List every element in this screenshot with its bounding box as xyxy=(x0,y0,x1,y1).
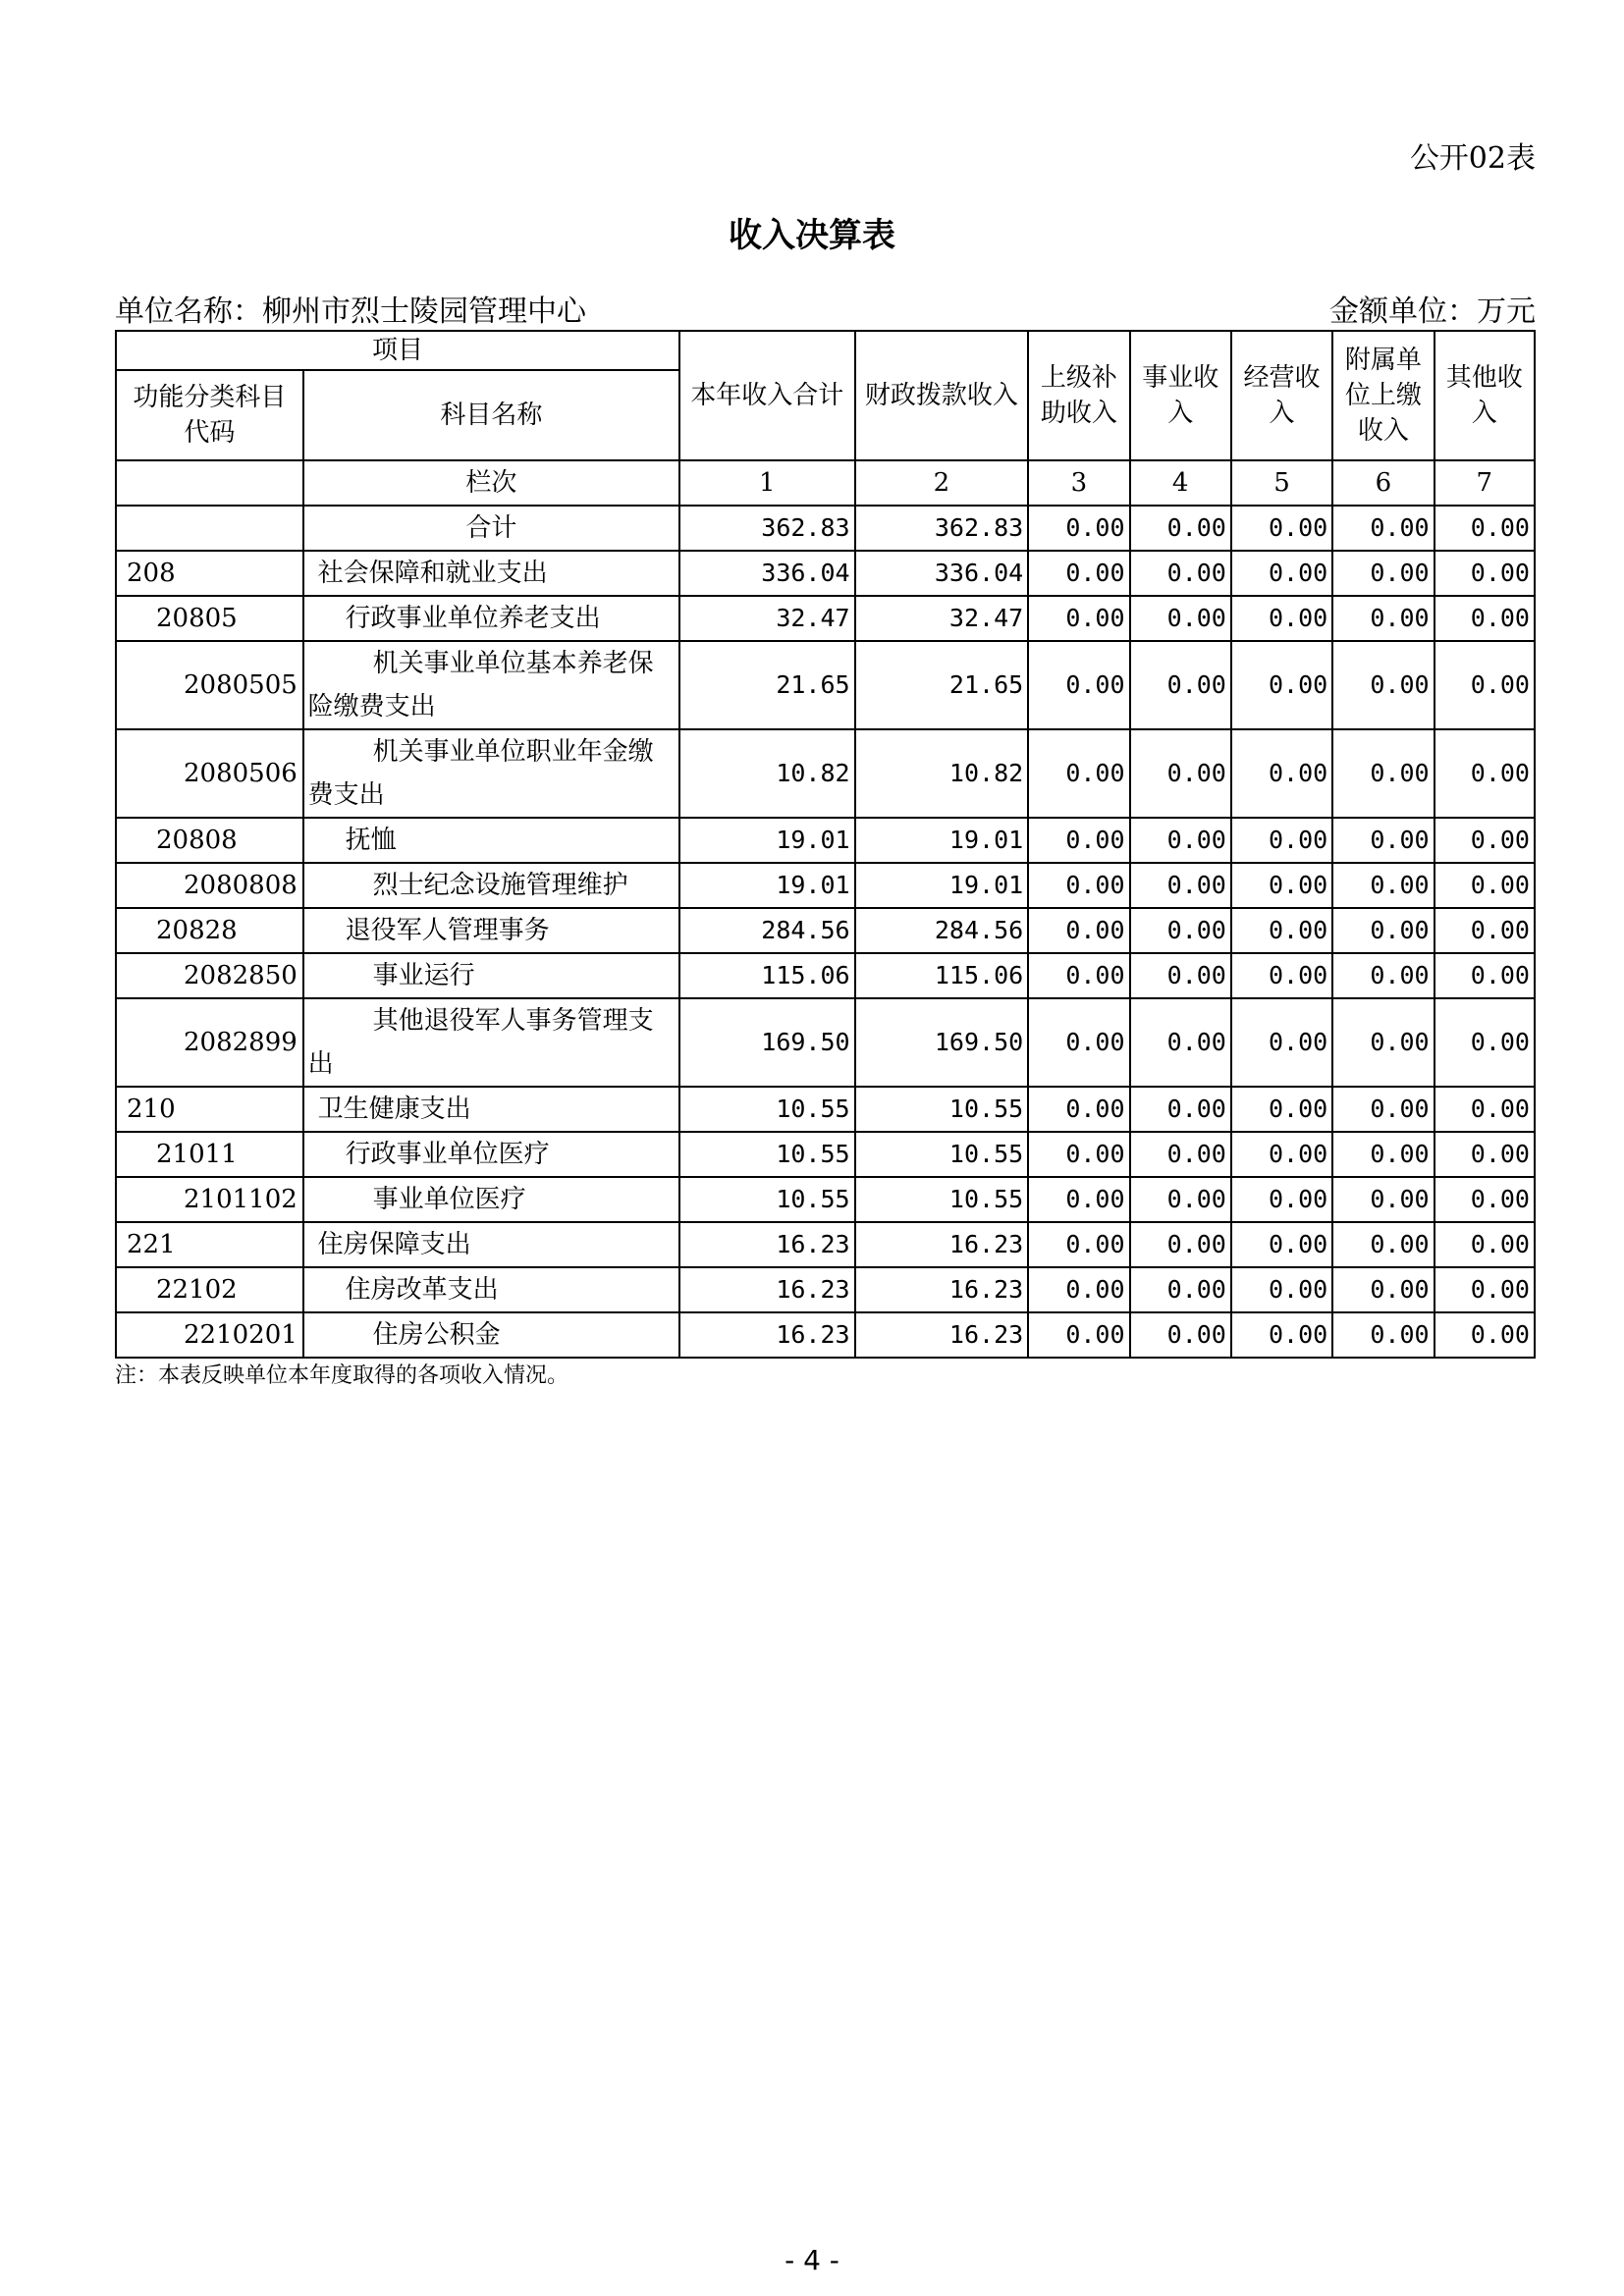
amount-cell: 0.00 xyxy=(1435,818,1535,863)
amount-cell: 10.55 xyxy=(855,1177,1029,1222)
column-index-label: 栏次 xyxy=(303,460,679,506)
header-upper-subsidy: 上级补助收入 xyxy=(1028,331,1129,460)
header-business: 事业收入 xyxy=(1130,331,1231,460)
amount-cell: 0.00 xyxy=(1332,1267,1434,1312)
table-row xyxy=(116,1222,1535,1267)
amount-cell: 0.00 xyxy=(1231,1312,1332,1358)
amount-cell: 0.00 xyxy=(1435,1222,1535,1267)
form-code: 公开02表 xyxy=(1409,141,1536,176)
subject-name-cell: 住房公积金 xyxy=(303,1312,679,1358)
func-code-cell: 2080505 xyxy=(116,641,303,729)
header-total-income: 本年收入合计 xyxy=(679,331,855,460)
amount-cell: 0.00 xyxy=(1435,1312,1535,1358)
amount-cell: 336.04 xyxy=(855,551,1029,596)
amount-cell: 0.00 xyxy=(1130,908,1231,953)
amount-cell: 0.00 xyxy=(1130,641,1231,729)
table-row xyxy=(116,1087,1535,1132)
amount-cell: 0.00 xyxy=(1231,1132,1332,1177)
func-code-cell: 2080506 xyxy=(116,729,303,818)
amount-cell: 16.23 xyxy=(855,1267,1029,1312)
amount-cell: 0.00 xyxy=(1028,1132,1129,1177)
amount-cell: 0.00 xyxy=(1435,1267,1535,1312)
total-value: 362.83 xyxy=(855,506,1029,551)
amount-cell: 115.06 xyxy=(679,953,855,998)
header-subject-name: 科目名称 xyxy=(303,370,679,460)
amount-cell: 0.00 xyxy=(1028,1267,1129,1312)
header-affiliated: 附属单位上缴收入 xyxy=(1332,331,1434,460)
func-code-cell: 210 xyxy=(116,1087,303,1132)
amount-cell: 0.00 xyxy=(1231,998,1332,1087)
amount-cell: 0.00 xyxy=(1332,729,1434,818)
income-table xyxy=(115,330,1536,1359)
column-index: 3 xyxy=(1028,460,1129,506)
amount-cell: 169.50 xyxy=(679,998,855,1087)
amount-cell: 0.00 xyxy=(1130,1132,1231,1177)
amount-cell: 0.00 xyxy=(1435,1087,1535,1132)
page-number: - 4 - xyxy=(785,2244,839,2276)
amount-cell: 0.00 xyxy=(1231,1267,1332,1312)
amount-cell: 21.65 xyxy=(679,641,855,729)
amount-cell: 0.00 xyxy=(1231,818,1332,863)
amount-cell: 0.00 xyxy=(1130,1267,1231,1312)
total-value: 0.00 xyxy=(1332,506,1434,551)
amount-cell: 0.00 xyxy=(1435,729,1535,818)
subject-name-cell: 机关事业单位基本养老保险缴费支出 xyxy=(303,641,679,729)
amount-cell: 0.00 xyxy=(1332,818,1434,863)
amount-cell: 0.00 xyxy=(1332,863,1434,908)
subject-name-cell: 机关事业单位职业年金缴费支出 xyxy=(303,729,679,818)
amount-cell: 10.55 xyxy=(679,1132,855,1177)
amount-cell: 16.23 xyxy=(855,1222,1029,1267)
amount-cell: 21.65 xyxy=(855,641,1029,729)
amount-cell: 0.00 xyxy=(1028,1087,1129,1132)
amount-cell: 0.00 xyxy=(1231,953,1332,998)
func-code-cell: 2101102 xyxy=(116,1177,303,1222)
amount-cell: 0.00 xyxy=(1130,1312,1231,1358)
amount-cell: 0.00 xyxy=(1231,863,1332,908)
subject-name-cell: 行政事业单位医疗 xyxy=(303,1132,679,1177)
table-row xyxy=(116,1267,1535,1312)
table-row xyxy=(116,998,1535,1087)
amount-cell: 19.01 xyxy=(679,818,855,863)
amount-cell: 0.00 xyxy=(1332,1312,1434,1358)
amount-cell: 0.00 xyxy=(1028,998,1129,1087)
subject-name-cell: 住房改革支出 xyxy=(303,1267,679,1312)
column-index: 7 xyxy=(1435,460,1535,506)
subject-name-cell: 事业单位医疗 xyxy=(303,1177,679,1222)
table-row xyxy=(116,1132,1535,1177)
amount-cell: 0.00 xyxy=(1332,596,1434,641)
amount-cell: 19.01 xyxy=(679,863,855,908)
amount-cell: 0.00 xyxy=(1028,729,1129,818)
amount-cell: 32.47 xyxy=(855,596,1029,641)
subject-name-cell: 退役军人管理事务 xyxy=(303,908,679,953)
amount-cell: 0.00 xyxy=(1130,1177,1231,1222)
amount-cell: 0.00 xyxy=(1435,1132,1535,1177)
amount-cell: 19.01 xyxy=(855,818,1029,863)
amount-cell: 10.55 xyxy=(855,1087,1029,1132)
amount-cell: 10.55 xyxy=(855,1132,1029,1177)
amount-cell: 0.00 xyxy=(1028,1177,1129,1222)
amount-cell: 0.00 xyxy=(1028,596,1129,641)
amount-cell: 284.56 xyxy=(855,908,1029,953)
amount-cell: 0.00 xyxy=(1130,729,1231,818)
table-row xyxy=(116,729,1535,818)
amount-cell: 0.00 xyxy=(1435,551,1535,596)
func-code-cell: 20805 xyxy=(116,596,303,641)
amount-unit: 金额单位：万元 xyxy=(1329,294,1536,329)
table-row xyxy=(116,596,1535,641)
amount-cell: 0.00 xyxy=(1130,1087,1231,1132)
table-row xyxy=(116,953,1535,998)
amount-cell: 0.00 xyxy=(1231,551,1332,596)
amount-cell: 115.06 xyxy=(855,953,1029,998)
column-index: 5 xyxy=(1231,460,1332,506)
amount-cell: 16.23 xyxy=(679,1312,855,1358)
amount-cell: 32.47 xyxy=(679,596,855,641)
subject-name-cell: 抚恤 xyxy=(303,818,679,863)
amount-cell: 0.00 xyxy=(1231,641,1332,729)
total-value: 0.00 xyxy=(1130,506,1231,551)
amount-cell: 0.00 xyxy=(1028,551,1129,596)
total-row xyxy=(116,506,1535,551)
amount-cell: 0.00 xyxy=(1435,908,1535,953)
amount-cell: 0.00 xyxy=(1332,551,1434,596)
total-value: 0.00 xyxy=(1028,506,1129,551)
subject-name-cell: 住房保障支出 xyxy=(303,1222,679,1267)
amount-cell: 0.00 xyxy=(1332,641,1434,729)
subject-name-cell: 卫生健康支出 xyxy=(303,1087,679,1132)
amount-cell: 10.55 xyxy=(679,1177,855,1222)
amount-cell: 10.82 xyxy=(679,729,855,818)
amount-cell: 0.00 xyxy=(1028,863,1129,908)
amount-cell: 0.00 xyxy=(1028,818,1129,863)
amount-cell: 0.00 xyxy=(1332,1087,1434,1132)
total-value: 362.83 xyxy=(679,506,855,551)
amount-cell: 0.00 xyxy=(1231,1087,1332,1132)
amount-cell: 0.00 xyxy=(1028,953,1129,998)
func-code-cell: 208 xyxy=(116,551,303,596)
amount-cell: 0.00 xyxy=(1332,1132,1434,1177)
amount-cell: 0.00 xyxy=(1028,1222,1129,1267)
amount-cell: 0.00 xyxy=(1435,863,1535,908)
amount-cell: 169.50 xyxy=(855,998,1029,1087)
amount-cell: 0.00 xyxy=(1435,1177,1535,1222)
amount-cell: 0.00 xyxy=(1332,998,1434,1087)
header-fiscal: 财政拨款收入 xyxy=(855,331,1029,460)
func-code-cell: 221 xyxy=(116,1222,303,1267)
table-row xyxy=(116,551,1535,596)
subject-name-cell: 事业运行 xyxy=(303,953,679,998)
amount-cell: 284.56 xyxy=(679,908,855,953)
table-row xyxy=(116,1177,1535,1222)
amount-cell: 0.00 xyxy=(1028,1312,1129,1358)
amount-cell: 0.00 xyxy=(1231,729,1332,818)
amount-cell: 0.00 xyxy=(1231,596,1332,641)
amount-cell: 0.00 xyxy=(1435,641,1535,729)
amount-cell: 19.01 xyxy=(855,863,1029,908)
amount-cell: 16.23 xyxy=(679,1267,855,1312)
column-index: 2 xyxy=(855,460,1029,506)
amount-cell: 0.00 xyxy=(1130,998,1231,1087)
table-row xyxy=(116,818,1535,863)
table-row xyxy=(116,908,1535,953)
amount-cell: 0.00 xyxy=(1435,596,1535,641)
amount-cell: 0.00 xyxy=(1028,641,1129,729)
amount-cell: 0.00 xyxy=(1028,908,1129,953)
header-project: 项目 xyxy=(116,331,679,370)
amount-cell: 0.00 xyxy=(1435,998,1535,1087)
table-row xyxy=(116,641,1535,729)
column-index: 1 xyxy=(679,460,855,506)
table-row xyxy=(116,863,1535,908)
amount-cell: 0.00 xyxy=(1130,863,1231,908)
total-value: 0.00 xyxy=(1435,506,1535,551)
amount-cell: 0.00 xyxy=(1435,953,1535,998)
amount-cell: 16.23 xyxy=(855,1312,1029,1358)
header-operating: 经营收入 xyxy=(1231,331,1332,460)
subject-name-cell: 烈士纪念设施管理维护 xyxy=(303,863,679,908)
column-index: 4 xyxy=(1130,460,1231,506)
amount-cell: 0.00 xyxy=(1130,953,1231,998)
amount-cell: 16.23 xyxy=(679,1222,855,1267)
amount-cell: 0.00 xyxy=(1231,908,1332,953)
amount-cell: 0.00 xyxy=(1332,908,1434,953)
header-other: 其他收入 xyxy=(1435,331,1535,460)
func-code-cell: 20808 xyxy=(116,818,303,863)
amount-cell: 0.00 xyxy=(1332,1177,1434,1222)
amount-cell: 0.00 xyxy=(1130,1222,1231,1267)
page-title: 收入决算表 xyxy=(729,216,895,255)
func-code-cell: 2082850 xyxy=(116,953,303,998)
func-code-cell: 21011 xyxy=(116,1132,303,1177)
column-index: 6 xyxy=(1332,460,1434,506)
func-code-cell: 20828 xyxy=(116,908,303,953)
amount-cell: 0.00 xyxy=(1332,1222,1434,1267)
header-func-code: 功能分类科目代码 xyxy=(116,370,303,460)
amount-cell: 10.82 xyxy=(855,729,1029,818)
amount-cell: 0.00 xyxy=(1130,596,1231,641)
total-label: 合计 xyxy=(303,506,679,551)
total-value: 0.00 xyxy=(1231,506,1332,551)
subject-name-cell: 行政事业单位养老支出 xyxy=(303,596,679,641)
amount-cell: 336.04 xyxy=(679,551,855,596)
amount-cell: 0.00 xyxy=(1130,818,1231,863)
column-index-row xyxy=(116,460,1535,506)
subject-name-cell: 社会保障和就业支出 xyxy=(303,551,679,596)
func-code-cell: 2210201 xyxy=(116,1312,303,1358)
amount-cell: 0.00 xyxy=(1332,953,1434,998)
func-code-cell: 2080808 xyxy=(116,863,303,908)
amount-cell: 0.00 xyxy=(1231,1222,1332,1267)
subject-name-cell: 其他退役军人事务管理支出 xyxy=(303,998,679,1087)
unit-name: 单位名称：柳州市烈士陵园管理中心 xyxy=(115,294,586,329)
amount-cell: 10.55 xyxy=(679,1087,855,1132)
amount-cell: 0.00 xyxy=(1231,1177,1332,1222)
amount-cell: 0.00 xyxy=(1130,551,1231,596)
table-note: 注：本表反映单位本年度取得的各项收入情况。 xyxy=(115,1363,569,1388)
func-code-cell: 2082899 xyxy=(116,998,303,1087)
func-code-cell: 22102 xyxy=(116,1267,303,1312)
table-row xyxy=(116,1312,1535,1358)
